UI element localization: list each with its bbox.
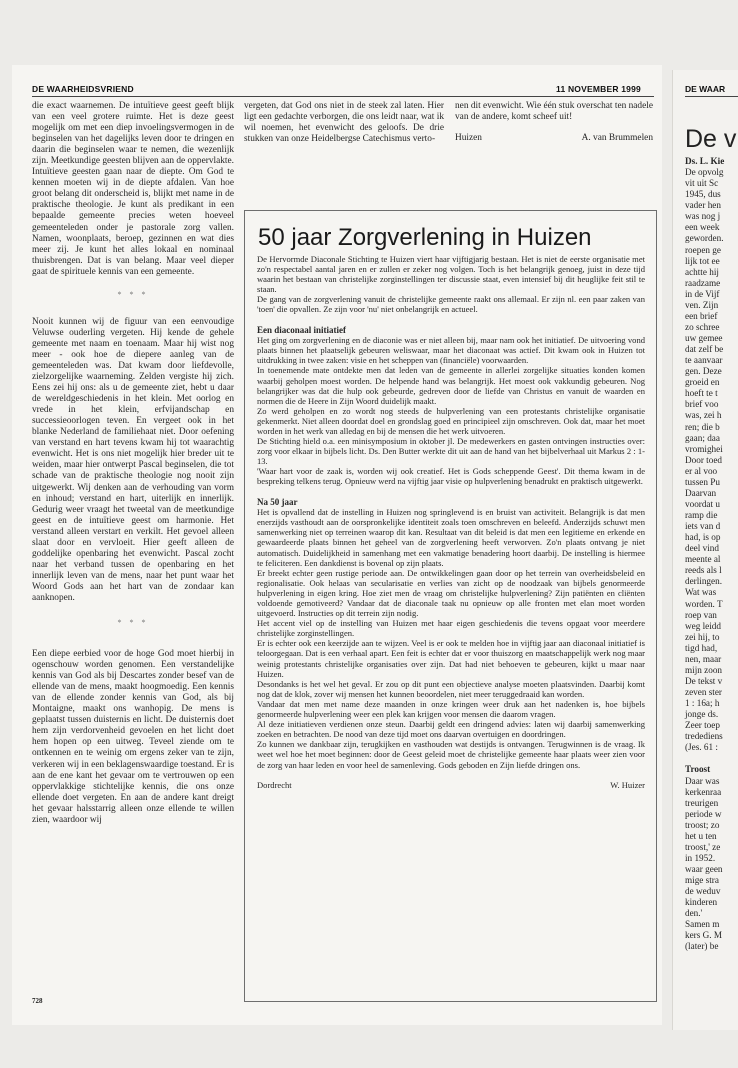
next-page-line: brief voo: [685, 399, 719, 410]
section-heading: Na 50 jaar: [257, 496, 298, 507]
paragraph: Een diepe eerbied voor de hoge God moet hierbij in ogenschouw worden genomen. Een verstandelijke kennis van God als bij Descartes zonder besef van de ellende van de mens, maakt hoogmoedig. Een kennis van de ellende zonder kennis van God, als bij Montaigne, maakt ons wanhopig. De mens is geplaatst tussen duisternis en licht. De duisternis doet hem zijn verdorvenheid gevoelen en het licht doet hem hopen op een uitweg. Teveel ziende om te ontkennen en te weinig om ergens zeker van te zijn, verkeren wij in een beklagenswaardige toestand. Er is aan de ene kant het gevaar om te vertrouwen op een oppervlakkige stichtelijke kennis, die ons onze ellende doet vergeten. En aan de andere kant dreigt het gevaar halsstarrig alleen onze ellende te willen zien, waardoor wij: [32, 649, 234, 825]
next-page-line: meente al: [685, 554, 721, 565]
next-page-line: tussen Pu: [685, 476, 720, 487]
page-number: 728: [32, 997, 43, 1005]
next-page-line: zeven ster: [685, 687, 722, 697]
paragraph: Er is echter ook een keerzijde aan te wijzen. Veel is er ook te melden hoe in vijftig jaar aan diaconaal initiatief is teloorgegaan. Dat is een verhaal apart. Een feit is echter dat er voor thuiszorg en maatschappelijk werk nog maar weinig protestants christelijke organisaties over zijn. Dat had niet behoeven te gebeuren, kijkt u maar naar Huizen.: [257, 638, 645, 679]
next-page-line: derlingen.: [685, 576, 722, 587]
next-page-line: weg leidd: [685, 620, 721, 631]
next-page-line: kers G. M: [685, 930, 723, 941]
paragraph: Nooit kunnen wij de figuur van een eenvoudige Veluwse ouderling vergeten. Hij kende de gehele gemeente met naam en toenaam. Maar hij wist nog meer - ook hoe de diepere aanleg van de gemeenteleden was. Dat kwam door liefdevolle, zielzorgelijke waarneming. Zelden vergiste hij zich. Eens zei hij ons: als u de gemeente ziet, hebt u daar de wereldgeschiedenis in het klein. Met oorlog en vrede in het klein, erfvijandschap en successieoorlogen teven. En vergeet ook in het blanke Nederland de familiehaat niet. Door oefening van verstand en hart tevens kwam hij tot waarachtig evenwicht. Het is ons niet mogelijk hier breder uit te weiden, maar hier ontwerpt Pascal beginselen, die tot schade van de praktische theologie nog nooit zijn uitgewerkt. Wij denken aan de verhouding van vorm en inhoud; verstand en hart, uiterlijk en innerlijk. Gedurig weer vraagt het tweetal van de meetkundige geest en de intuïtieve geest om harmonie. Het verstand alleen verstart en verkilt. Het gevoel alleen slaat door en vervloeit. Hier geeft alleen de goddelijke openbaring het evenwicht. Pascal zocht naar het verband tussen de openbaring en het innerlijk leven van de mens, naar het punt waar het Woord Gods aan het hart van de zondaar kan aanknopen.: [32, 316, 234, 603]
paragraph: Het ging om zorgverlening en de diaconie was er niet alleen bij, maar nam ook het initiatief. De uitvoering vond plaats binnen het plaatselijk gebeuren weliswaar, maar het diaconaat was actief. Dit kwam ook in Huizen tot uitdrukking in twee zaken: visie en het scheppen van (financiële) voorwaarden.: [257, 335, 645, 366]
next-page-line: had, is op: [685, 532, 721, 543]
next-page-line: in 1952.: [685, 852, 716, 863]
next-page-line: 1945, dus: [685, 189, 721, 200]
next-page-line: Door toed: [685, 454, 722, 465]
next-page-line: voordat u: [685, 498, 720, 509]
paragraph: vergeten, dat God ons niet in de steek zal laten. Hier ligt een gedachte verborgen, die ons leidt naar, wat ik wil noemen, het evenwicht des geloofs. De drie stukken van onze Heidelbergse Catechismus verto-: [244, 101, 444, 145]
issue-date: 11 NOVEMBER 1999: [556, 84, 641, 94]
paragraph: die exact waarnemen. De intuïtieve geest geeft blijk van een veel grotere ruimte. Het is deze geest mogelijk om met een diep invoelingsvermogen in de beginselen van het dagelijks leven door te dringen en daarin die beginselen waar te nemen, die wezenlijk zijn. Meetkundige geesten blijven aan de oppervlakte. Intuïtieve geesten gaan naar de diepte. Om God te kennen moeten wij in de diepte afdalen. Van hoe groot belang dit onderscheid is, blijkt met name in de praktische theologie. Je kunt als predikant in een bepaalde gemeente precies weten hoeveel gemeenteleden onder je pastorale zorg vallen. Namen, woonplaats, beroep, gezinnen en wat dies meer zij. Je kunt het alles lokaal en nominaal thuisbrengen. Dat is van belang. Maar veel dieper gaat de spirituele kennis van een gemeente.: [32, 101, 234, 277]
next-page-line: hoeft te t: [685, 388, 718, 399]
next-page-line: De tekst v: [685, 675, 723, 686]
next-page-line: lijk tot ee: [685, 255, 720, 266]
paragraph: Het is opvallend dat de instelling in Huizen nog springlevend is en bruist van activiteit. Belangrijk is dat men enerzijds vasthoudt aan de oorspronkelijke identiteit zoals toen omschreven en beleefd. Anderzijds schuwt men samenwerking niet op terreinen waarop dit kan. Resultaat van dit beleid is dat men een legitieme en erkende en gewaardeerde plaats binnen het geheel van de zorgverlening heeft verworven. Zo'n plaats ontvang je niet automatisch. Duidelijkheid in samenhang met een vakmatige benadering hoort daarbij. De instelling is hiermee te feliciteren. Een dankdienst is bovenal op zijn plaats.: [257, 507, 645, 568]
paragraph: Er breekt echter geen rustige periode aan. De ontwikkelingen gaan door op het terrein van overheidsbeleid en regionalisatie. Ook helaas van secularisatie en verlies van zicht op de noodzaak van bijbels genormeerde hulpverlening in eigen kring. Hoe ziet men de vraag om christelijke hulpverlening? Zijn patiënten en cliënten voldoende gemotiveerd? Vandaar dat de diaconale taak nu opnieuw op alle fronten met elan moet worden uitgevoerd. Instructies op dit terrein zijn nodig.: [257, 567, 645, 619]
section-separator: * * *: [117, 289, 149, 299]
next-page-line: ren; die b: [685, 421, 720, 432]
next-page-line: 1 : 16a; h: [685, 698, 720, 709]
next-page-line: tigd had,: [685, 642, 718, 653]
next-page-line: kinderen: [685, 897, 718, 908]
next-page-line: vader hen: [685, 200, 721, 211]
next-page-line: dat zelf be: [685, 344, 724, 355]
paragraph: nen dit evenwicht. Wie één stuk overschat ten nadele van de andere, komt scheef uit!: [455, 101, 653, 123]
next-page-line: waar geen: [685, 864, 723, 874]
next-page-line: zo schree: [685, 321, 720, 332]
paragraph: Zo werd geholpen en zo wordt nog steeds de hulpverlening van een protestants christelijke organisatie gekenmerkt. Niet alleen doordat doel en grondslag goed en principieel zijn omschreven. Ook dat, maar het moet worden in het werk van alledag en bij de mensen die het werk uitvoeren.: [257, 405, 645, 436]
section-heading: Een diaconaal initiatief: [257, 324, 347, 335]
paragraph: Het accent viel op de instelling van Huizen met haar eigen geschiedenis die tevens opgaat voor meerdere christelijke zorginstellingen.: [257, 618, 645, 639]
paragraph: 'Waar hart voor de zaak is, worden wij ook creatief. Het is Gods scheppende Geest'. Dit thema kwam in de bespreking telkens terug. Opnieuw werd na vijftig jaar visie op hulpverlening benadrukt en praktisch uitgewerkt.: [257, 466, 645, 487]
next-page-line: was, zei h: [685, 410, 722, 421]
next-page-line: ramp die: [685, 510, 718, 520]
signature-place: Huizen: [455, 133, 482, 144]
publication-name: DE WAARHEIDSVRIEND: [32, 84, 134, 94]
next-page-line: roep van: [685, 609, 717, 620]
next-page-line: mige stra: [685, 875, 719, 886]
next-page-line: (Jes. 61 :: [685, 742, 718, 753]
next-page-line: Wat was: [685, 587, 717, 598]
next-page-line: uw gemee: [685, 333, 723, 343]
next-page-line: kerkenraa: [685, 786, 722, 797]
next-page-line: het u ten: [685, 830, 717, 841]
next-page-line: Daar was: [685, 775, 720, 786]
article-column-2: [244, 101, 444, 145]
next-page-line: treurigen: [685, 797, 719, 808]
next-page-line: deel vind: [685, 543, 719, 554]
next-page-line: zei hij, to: [685, 631, 720, 642]
next-page-line: geworden.: [685, 233, 724, 244]
next-page-line: groeid en: [685, 377, 720, 388]
paragraph: De gang van de zorgverlening vanuit de christelijke gemeente raakt ons allemaal. Er zijn nl. een paar zaken van 'toen' die opvallen. Ze zijn voor 'nu' niet onbelangrijk en actueel.: [257, 294, 645, 315]
next-page-line: raadzame: [685, 277, 721, 288]
next-page-line: Troost: [685, 764, 711, 775]
next-page-line: Ds. L. Kie: [685, 156, 725, 166]
next-page-line: den.': [685, 908, 703, 919]
section-separator: * * *: [117, 618, 149, 628]
next-page-line: Zeer toep: [685, 720, 720, 731]
boxed-article-title: 50 jaar Zorgverlening in Huizen: [258, 224, 592, 251]
signature-author: A. van Brummelen: [581, 133, 653, 144]
paragraph: In toenemende mate ontdekte men dat leden van de gemeente in allerlei zorgelijke situaties konden komen waarbij geholpen moest worden. De helpende hand was belangrijk. Het moest ook vakkundig gebeuren. Nog belangrijker was dat die hulp ook gebeurde, gedreven door de liefde van Christus en vanuit de waarden en normen die de Heere in Zijn Woord duidelijk maakt.: [257, 365, 645, 406]
article-signature: [455, 133, 653, 144]
next-page-line: een week: [685, 222, 720, 233]
next-page-header: DE WAAR: [685, 84, 726, 94]
next-page-line: achtte hij: [685, 266, 719, 277]
next-page-header-rule: [685, 96, 738, 97]
next-page-line: [685, 753, 724, 764]
next-page-line: troost,' ze: [685, 841, 721, 852]
next-page-line: vromighei: [685, 443, 723, 454]
next-page-line: roepen ge: [685, 244, 721, 255]
signature-author: W. Huizer: [610, 779, 645, 790]
article-column-3: [455, 101, 653, 144]
next-page-line: tredediens: [685, 731, 723, 742]
next-page-text: [685, 156, 724, 953]
next-page-edge: [672, 70, 738, 1030]
header-rule: [32, 96, 654, 97]
next-page-line: jonge ds.: [685, 709, 719, 720]
next-page-line: mijn zoon: [685, 664, 723, 675]
next-page-line: nen, maar: [685, 653, 722, 664]
next-page-line: troost; zo: [685, 819, 720, 830]
next-page-line: te aanvaar: [685, 355, 723, 366]
next-page-line: de weduv: [685, 886, 721, 897]
paragraph: Al deze initiatieven verdienen onze steun. Daarbij geldt een dringend advies: laten wij daarbij samenwerking zoeken en betrachten. De nood van deze tijd moet ons daarvan overtuigen en doordringen.: [257, 719, 645, 740]
paragraph: Zo kunnen we dankbaar zijn, terugkijken en vasthouden wat destijds is ontvangen. Terugwinnen is de vraag. Ik weet wel hoe het moet beginnen: door de Geest geleid moet de christelijke gemeente haar plaats weer zien voor de zorg van haar leden en voor heel de samenleving. Gods geboden en Zijn liefde dringen ons.: [257, 739, 645, 770]
next-page-line: reeds als l: [685, 565, 722, 576]
next-page-line: worden. T: [685, 598, 723, 609]
next-page-line: Samen m: [685, 919, 720, 930]
next-page-line: De opvolg: [685, 167, 724, 178]
next-page-title: De v: [685, 125, 737, 153]
next-page-line: (later) be: [685, 941, 719, 952]
next-page-line: gen. Deze: [685, 366, 722, 377]
article-column-1: [32, 101, 234, 826]
next-page-line: vit uit Sc: [685, 178, 719, 189]
paragraph: De Hervormde Diaconale Stichting te Huizen viert haar vijftigjarig bestaan. Het is niet de eerste organisatie met zo'n respectabel aantal jaren en er zullen er zeker nog volgen. Toch is het belangrijk genoeg, juist in deze tijd waarin het bestaan van christelijke zorginstellingen ter discussie staat, even intensief bij dit heuglijke feit stil te staan.: [257, 254, 645, 295]
boxed-article-signature: [257, 780, 645, 790]
boxed-article-body: [257, 254, 645, 790]
next-page-line: Daarvan: [685, 487, 717, 498]
next-page-line: gaan; daa: [685, 432, 720, 443]
next-page-line: was nog j: [685, 211, 721, 222]
next-page-line: iets van d: [685, 521, 721, 532]
paragraph: Vandaar dat men met name deze maanden in onze kringen weer druk aan het nadenken is, hoe bijbels genormeerde hulpverlening weer een plek kan krijgen voor mensen die daarom vragen.: [257, 698, 645, 720]
next-page-line: een brief: [685, 310, 718, 321]
signature-place: Dordrecht: [257, 779, 292, 790]
next-page-line: er al voo: [685, 465, 718, 476]
paragraph: De Stichting hield o.a. een minisymposium in oktober jl. De medewerkers en gasten ontvingen instructies over: zorg voor elkaar in bijbels licht. Ds. Den Butter werkte dit uit aan de hand van het bijbelverhaal uit Markus 2 : 1-13.: [257, 436, 645, 467]
paragraph: Desondanks is het wel het geval. Er zou op dit punt een objectieve analyse moeten plaatsvinden. Daarbij komt nog dat de klok, zover wij mensen het kunnen beoordelen, niet meer teruggedraaid kan worden.: [257, 678, 645, 699]
next-page-line: periode w: [685, 808, 722, 819]
next-page-line: in de Vijf: [685, 288, 720, 299]
next-page-line: ven. Zijn: [685, 299, 719, 310]
